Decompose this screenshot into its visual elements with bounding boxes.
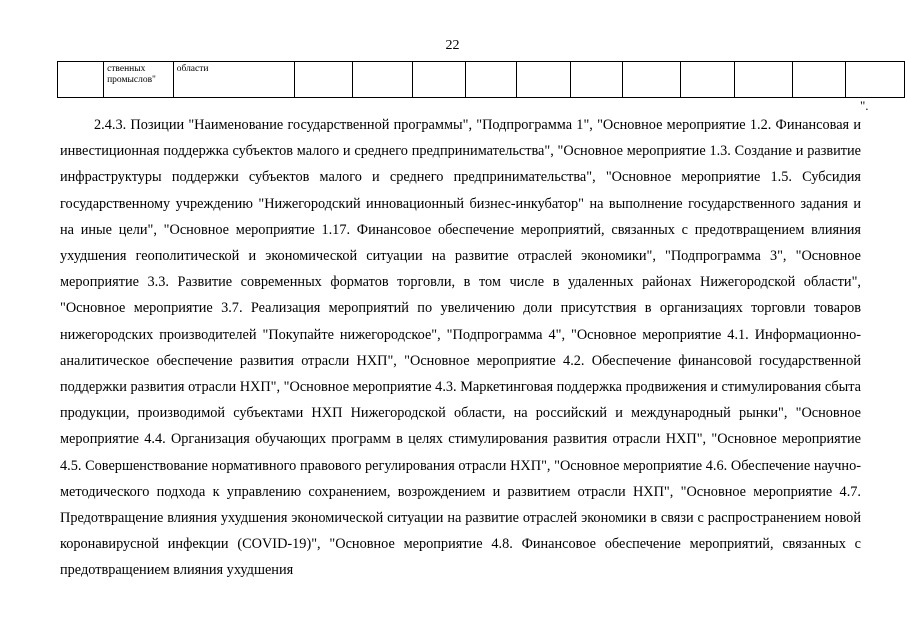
table-cell [846, 62, 905, 98]
closing-quote-mark: ". [860, 98, 869, 113]
table-row [58, 62, 905, 98]
table-cell [466, 62, 517, 98]
table-cell [352, 62, 413, 98]
table-cell [413, 62, 466, 98]
table-cell [517, 62, 571, 98]
table-cell [294, 62, 352, 98]
table-cell: ственных промыслов" [104, 62, 174, 98]
table-cell [622, 62, 680, 98]
body-paragraph: 2.4.3. Позиции "Наименование государственной программы", "Подпрограмма 1", "Основное мероприятие 1.2. Финансовая и инвестиционная поддержка субъектов малого и среднего предпринимательства", "Основное мероприятие 1.3. Создание и развитие инфраструктуры поддержки субъектов малого и среднего предпринимательства", "Основное мероприятие 1.5. Субсидия государственному учреждению "Нижегородский инновационный бизнес-инкубатор" на выполнение государственного задания и на иные цели", "Основное мероприятие 1.17. Финансовое обеспечение мероприятий, связанных с предотвращением влияния ухудшения геополитической и экономической ситуации на развитие отраслей экономики", "Подпрограмма 3", "Основное мероприятие 3.3. Развитие современных форматов торговли, в том числе в удаленных районах Нижегородской области", "Основное мероприятие 3.7. Реализация мероприятий по увеличению доли присутствия в организациях торговли товаров нижегородских производителей "Покупайте нижегородское", "Подпрограмма 4", "Основное мероприятие 4.1. Информационно-аналитическое обеспечение развития отрасли НХП", "Основное мероприятие 4.2. Обеспечение финансовой государственной поддержки развития отрасли НХП", "Основное мероприятие 4.3. Маркетинговая поддержка продвижения и стимулирования сбыта продукции, производимой субъектами НХП Нижегородской области, на российский и международный рынки", "Основное мероприятие 4.4. Организация обучающих программ в целях стимулирования развития отрасли НХП", "Основное мероприятие 4.5. Совершенствование нормативного правового регулирования отрасли НХП", "Основное мероприятие 4.6. Обеспечение научно-методического подхода к управлению сохранением, возрождением и развитием отрасли НХП", "Основное мероприятие 4.7. Предотвращение влияния ухудшения экономической ситуации на развитие отраслей экономики в связи с распространением новой коронавирусной инфекции (COVID-19)", "Основное мероприятие 4.8. Финансовое обеспечение мероприятий, связанных с предотвращением влияния ухудшения [60, 117, 861, 579]
table-cell [735, 62, 793, 98]
table-cell [570, 62, 622, 98]
table-fragment [57, 61, 905, 98]
table-cell [793, 62, 846, 98]
table-cell: области [173, 62, 294, 98]
page-number: 22 [445, 38, 460, 53]
table-cell [680, 62, 735, 98]
table-cell [58, 62, 104, 98]
